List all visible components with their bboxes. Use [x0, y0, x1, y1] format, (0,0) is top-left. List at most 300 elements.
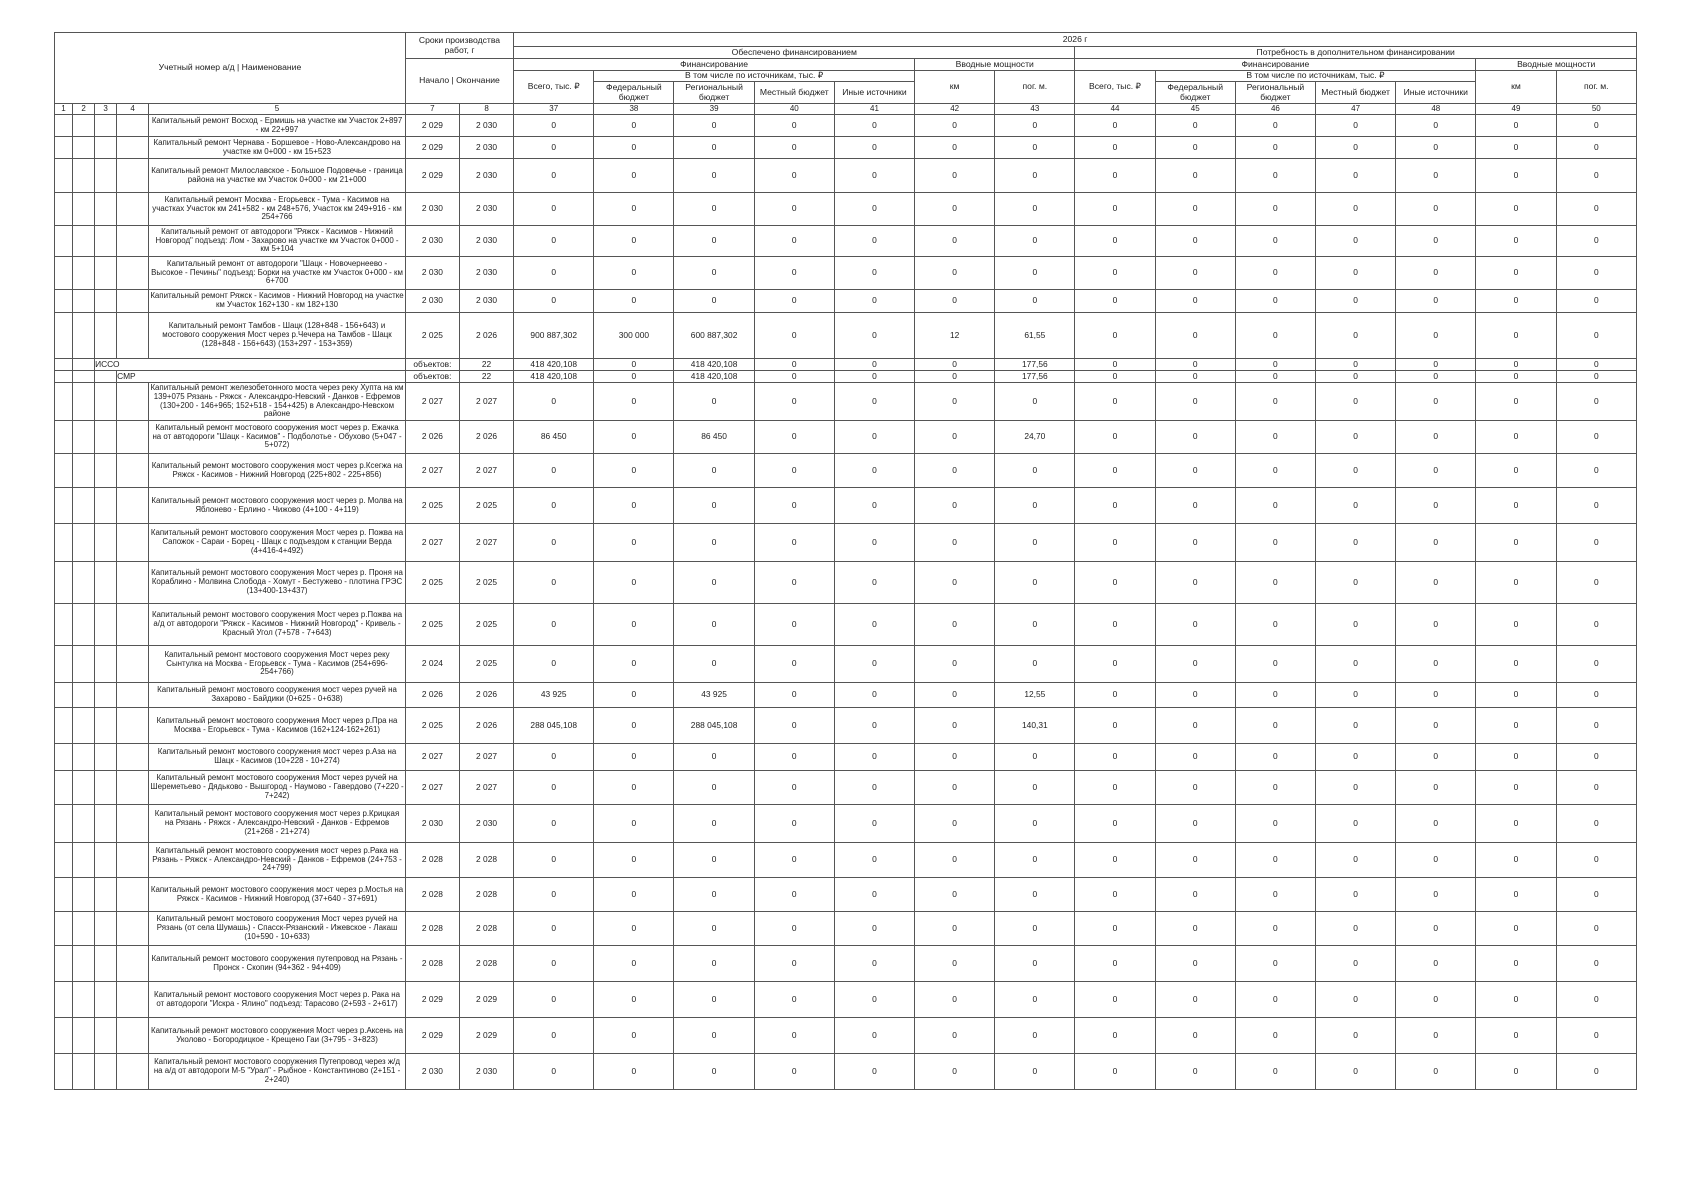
summary-value-cell: 418 420,108 — [674, 359, 754, 371]
summary-type: объектов: — [405, 371, 459, 383]
value-cell: 0 — [1476, 290, 1556, 313]
value-cell: 0 — [754, 383, 834, 421]
value-cell: 0 — [995, 488, 1075, 524]
summary-count: 22 — [459, 371, 513, 383]
index-cell — [73, 805, 95, 843]
value-cell: 140,31 — [995, 708, 1075, 744]
value-cell: 300 000 — [594, 313, 674, 359]
index-cell — [95, 226, 117, 257]
value-cell: 0 — [594, 946, 674, 982]
value-cell: 0 — [674, 982, 754, 1018]
value-cell: 0 — [1235, 946, 1315, 982]
value-cell: 0 — [594, 843, 674, 878]
value-cell: 0 — [1155, 604, 1235, 646]
value-cell: 0 — [514, 193, 594, 226]
value-cell: 0 — [1396, 454, 1476, 488]
index-cell — [55, 421, 73, 454]
index-cell — [117, 257, 149, 290]
index-cell — [73, 193, 95, 226]
value-cell: 0 — [834, 744, 914, 771]
value-cell: 0 — [915, 946, 995, 982]
value-cell: 0 — [1556, 193, 1636, 226]
index-cell — [117, 604, 149, 646]
table-row — [55, 683, 1637, 708]
value-cell: 0 — [674, 843, 754, 878]
start-year-cell: 2 030 — [405, 290, 459, 313]
index-cell — [55, 290, 73, 313]
end-year-cell: 2 029 — [459, 982, 513, 1018]
index-cell — [55, 159, 73, 193]
table-row — [55, 488, 1637, 524]
value-cell: 0 — [1235, 982, 1315, 1018]
index-cell — [73, 1018, 95, 1054]
value-cell: 0 — [1476, 1018, 1556, 1054]
index-cell — [55, 604, 73, 646]
value-cell: 0 — [1235, 805, 1315, 843]
value-cell: 0 — [995, 604, 1075, 646]
value-cell: 0 — [514, 878, 594, 912]
value-cell: 0 — [1075, 290, 1155, 313]
value-cell: 0 — [1396, 946, 1476, 982]
value-cell: 0 — [834, 488, 914, 524]
value-cell: 0 — [594, 115, 674, 137]
value-cell: 0 — [594, 1018, 674, 1054]
end-year-cell: 2 028 — [459, 878, 513, 912]
value-cell: 0 — [754, 524, 834, 562]
object-name-cell: Капитальный ремонт мостового сооружения Путепровод через ж/д на а/д от автодороги М-5 "Урал" - Рыбное - Константиново (2+151 - 2+240) — [149, 1054, 406, 1090]
object-name-cell: Капитальный ремонт мостового сооружения путепровод на Рязань - Пронск - Скопин (94+362 - 94+409) — [149, 946, 406, 982]
value-cell: 0 — [514, 454, 594, 488]
value-cell: 0 — [995, 383, 1075, 421]
summary-value-cell: 0 — [594, 371, 674, 383]
summary-type: объектов: — [405, 359, 459, 371]
value-cell: 0 — [754, 604, 834, 646]
value-cell: 0 — [1556, 137, 1636, 159]
start-year-cell: 2 025 — [405, 488, 459, 524]
value-cell: 0 — [1075, 982, 1155, 1018]
index-cell — [55, 226, 73, 257]
start-year-cell: 2 025 — [405, 313, 459, 359]
start-year-cell: 2 027 — [405, 383, 459, 421]
value-cell: 0 — [1075, 313, 1155, 359]
index-cell — [95, 257, 117, 290]
start-year-cell: 2 028 — [405, 946, 459, 982]
summary-value-cell: 177,56 — [995, 371, 1075, 383]
value-cell: 0 — [915, 257, 995, 290]
value-cell: 0 — [1556, 421, 1636, 454]
index-cell — [117, 290, 149, 313]
index-cell — [55, 771, 73, 805]
value-cell: 0 — [1396, 646, 1476, 683]
table-row — [55, 604, 1637, 646]
index-cell — [95, 137, 117, 159]
value-cell: 0 — [1075, 159, 1155, 193]
index-cell — [95, 771, 117, 805]
value-cell: 0 — [1315, 488, 1395, 524]
index-cell — [73, 1054, 95, 1090]
column-index-cell: 4 — [117, 104, 149, 115]
value-cell: 0 — [514, 1018, 594, 1054]
value-cell: 0 — [915, 843, 995, 878]
value-cell: 0 — [674, 159, 754, 193]
index-cell — [117, 646, 149, 683]
value-cell: 0 — [754, 290, 834, 313]
value-cell: 0 — [594, 383, 674, 421]
value-cell: 0 — [834, 421, 914, 454]
value-cell: 0 — [995, 912, 1075, 946]
value-cell: 0 — [1476, 524, 1556, 562]
value-cell: 0 — [1315, 982, 1395, 1018]
start-year-cell: 2 030 — [405, 193, 459, 226]
summary-value-cell: 0 — [915, 371, 995, 383]
header-other-need: Иные источники — [1396, 82, 1476, 104]
value-cell: 0 — [1476, 805, 1556, 843]
column-index-cell: 39 — [674, 104, 754, 115]
value-cell: 0 — [514, 912, 594, 946]
value-cell: 0 — [1075, 524, 1155, 562]
value-cell: 0 — [1315, 805, 1395, 843]
value-cell: 0 — [1476, 159, 1556, 193]
object-name-cell: Капитальный ремонт мостового сооружения мост через р. Ежачка на от автодороги "Шацк - Касимов" - Подболотье - Обухово (5+047 - 5+072) — [149, 421, 406, 454]
value-cell: 0 — [1476, 771, 1556, 805]
object-name-cell: Капитальный ремонт мостового сооружения Мост через реку Сынтулка на Москва - Егорьевск - Тума - Касимов (254+696-254+766) — [149, 646, 406, 683]
end-year-cell: 2 025 — [459, 646, 513, 683]
end-year-cell: 2 030 — [459, 193, 513, 226]
value-cell: 0 — [1476, 562, 1556, 604]
value-cell: 0 — [674, 878, 754, 912]
table-row — [55, 843, 1637, 878]
value-cell: 0 — [514, 562, 594, 604]
value-cell: 0 — [1556, 1018, 1636, 1054]
value-cell: 0 — [995, 878, 1075, 912]
index-cell — [73, 313, 95, 359]
header-financing-secured: Финансирование — [514, 59, 915, 71]
index-cell — [73, 257, 95, 290]
value-cell: 0 — [1396, 843, 1476, 878]
value-cell: 0 — [834, 454, 914, 488]
value-cell: 0 — [834, 524, 914, 562]
start-year-cell: 2 029 — [405, 159, 459, 193]
header-capacity-need: Вводные мощности — [1476, 59, 1637, 71]
value-cell: 0 — [1235, 313, 1315, 359]
value-cell: 0 — [1075, 805, 1155, 843]
object-name-cell: Капитальный ремонт мостового сооружения Мост через р.Аксень на Уколово - Богородицкое - Крещено Гаи (3+795 - 3+823) — [149, 1018, 406, 1054]
value-cell: 0 — [1396, 137, 1476, 159]
summary-row — [55, 359, 1637, 371]
index-cell — [117, 454, 149, 488]
value-cell: 0 — [594, 562, 674, 604]
value-cell: 0 — [674, 524, 754, 562]
value-cell: 0 — [1476, 421, 1556, 454]
value-cell: 0 — [834, 159, 914, 193]
value-cell: 0 — [1155, 137, 1235, 159]
column-index-cell: 41 — [834, 104, 914, 115]
value-cell: 0 — [1396, 878, 1476, 912]
column-index-cell: 43 — [995, 104, 1075, 115]
start-year-cell: 2 027 — [405, 771, 459, 805]
value-cell: 0 — [1556, 744, 1636, 771]
value-cell: 0 — [834, 646, 914, 683]
value-cell: 0 — [995, 1018, 1075, 1054]
value-cell: 0 — [1315, 912, 1395, 946]
table-row — [55, 562, 1637, 604]
value-cell: 0 — [995, 1054, 1075, 1090]
value-cell: 0 — [1396, 524, 1476, 562]
table-row — [55, 982, 1637, 1018]
value-cell: 0 — [915, 878, 995, 912]
value-cell: 0 — [1476, 744, 1556, 771]
value-cell: 0 — [1235, 708, 1315, 744]
summary-value-cell: 0 — [1556, 359, 1636, 371]
index-cell — [95, 454, 117, 488]
value-cell: 288 045,108 — [514, 708, 594, 744]
value-cell: 0 — [915, 982, 995, 1018]
value-cell: 0 — [1396, 193, 1476, 226]
value-cell: 0 — [594, 982, 674, 1018]
header-need: Потребность в дополнительном финансировании — [1075, 47, 1637, 59]
value-cell: 0 — [995, 946, 1075, 982]
value-cell: 0 — [514, 488, 594, 524]
value-cell: 0 — [915, 604, 995, 646]
header-total-secured: Всего, тыс. ₽ — [514, 71, 594, 104]
value-cell: 0 — [834, 383, 914, 421]
table-row — [55, 421, 1637, 454]
value-cell: 0 — [1556, 912, 1636, 946]
end-year-cell: 2 027 — [459, 524, 513, 562]
value-cell: 0 — [915, 137, 995, 159]
object-name-cell: Капитальный ремонт мостового сооружения мост через р.Крицкая на Рязань - Ряжск - Александро-Невский - Данков - Ефремов (21+268 - 21+274) — [149, 805, 406, 843]
value-cell: 0 — [1075, 912, 1155, 946]
index-cell — [95, 488, 117, 524]
value-cell: 0 — [1396, 708, 1476, 744]
value-cell: 0 — [1556, 843, 1636, 878]
object-name-cell: Капитальный ремонт Тамбов - Шацк (128+848 - 156+643) и мостового сооружения Мост через р.Чечера на Тамбов - Шацк (128+848 - 156+643) (153+297 - 153+359) — [149, 313, 406, 359]
end-year-cell: 2 030 — [459, 290, 513, 313]
column-index-cell: 45 — [1155, 104, 1235, 115]
header-federal-need: Федеральный бюджет — [1155, 82, 1235, 104]
value-cell: 0 — [1556, 646, 1636, 683]
value-cell: 0 — [754, 159, 834, 193]
column-index-cell: 47 — [1315, 104, 1395, 115]
start-year-cell: 2 030 — [405, 1054, 459, 1090]
index-cell — [73, 604, 95, 646]
value-cell: 0 — [1075, 1054, 1155, 1090]
column-index-cell: 42 — [915, 104, 995, 115]
value-cell: 0 — [995, 771, 1075, 805]
value-cell: 0 — [915, 159, 995, 193]
index-cell — [73, 226, 95, 257]
summary-value-cell: 418 420,108 — [674, 371, 754, 383]
index-cell — [95, 421, 117, 454]
value-cell: 0 — [754, 193, 834, 226]
value-cell: 0 — [1075, 454, 1155, 488]
start-year-cell: 2 028 — [405, 843, 459, 878]
index-cell — [95, 805, 117, 843]
index-cell — [95, 1054, 117, 1090]
value-cell: 0 — [514, 843, 594, 878]
value-cell: 0 — [1155, 982, 1235, 1018]
index-cell — [55, 646, 73, 683]
object-name-cell: Капитальный ремонт мостового сооружения Мост через р. Проня на Кораблино - Молвина Слобода - Хомут - Бестужево - плотина ГРЭС (13+400-13+437) — [149, 562, 406, 604]
index-cell — [73, 562, 95, 604]
summary-value-cell: 418 420,108 — [514, 359, 594, 371]
value-cell: 0 — [754, 878, 834, 912]
value-cell: 0 — [1075, 226, 1155, 257]
index-cell — [55, 371, 73, 383]
value-cell: 0 — [995, 454, 1075, 488]
index-cell — [117, 313, 149, 359]
index-cell — [73, 488, 95, 524]
value-cell: 0 — [754, 683, 834, 708]
value-cell: 0 — [514, 159, 594, 193]
header-terms-sub: Начало | Окончание — [405, 59, 513, 104]
value-cell: 0 — [1315, 708, 1395, 744]
start-year-cell: 2 029 — [405, 137, 459, 159]
value-cell: 0 — [1476, 137, 1556, 159]
value-cell: 0 — [674, 771, 754, 805]
index-cell — [117, 843, 149, 878]
value-cell: 0 — [754, 313, 834, 359]
value-cell: 0 — [1075, 708, 1155, 744]
summary-value-cell: 0 — [1556, 371, 1636, 383]
object-name-cell: Капитальный ремонт от автодороги "Шацк - Новочернеево - Высокое - Печины" подъезд: Борки на участке км Участок 0+000 - км 6+700 — [149, 257, 406, 290]
index-cell — [117, 421, 149, 454]
value-cell: 0 — [1075, 488, 1155, 524]
index-cell — [117, 683, 149, 708]
value-cell: 0 — [674, 454, 754, 488]
value-cell: 0 — [754, 982, 834, 1018]
object-name-cell: Капитальный ремонт от автодороги "Ряжск - Касимов - Нижний Новгород" подъезд: Лом - Захарово на участке км Участок 0+000 - км 5+104 — [149, 226, 406, 257]
index-cell — [95, 604, 117, 646]
value-cell: 0 — [1155, 159, 1235, 193]
value-cell: 0 — [1075, 257, 1155, 290]
value-cell: 0 — [915, 383, 995, 421]
value-cell: 0 — [594, 805, 674, 843]
value-cell: 0 — [1235, 159, 1315, 193]
value-cell: 0 — [1155, 488, 1235, 524]
value-cell: 0 — [1155, 878, 1235, 912]
table-row — [55, 313, 1637, 359]
value-cell: 0 — [1315, 843, 1395, 878]
end-year-cell: 2 030 — [459, 137, 513, 159]
index-cell — [55, 946, 73, 982]
summary-value-cell: 0 — [1396, 359, 1476, 371]
value-cell: 0 — [514, 290, 594, 313]
index-cell — [55, 524, 73, 562]
value-cell: 0 — [514, 982, 594, 1018]
value-cell: 0 — [1315, 421, 1395, 454]
index-cell — [73, 946, 95, 982]
summary-value-cell: 0 — [594, 359, 674, 371]
column-index-cell: 50 — [1556, 104, 1636, 115]
start-year-cell: 2 029 — [405, 1018, 459, 1054]
end-year-cell: 2 026 — [459, 313, 513, 359]
end-year-cell: 2 030 — [459, 226, 513, 257]
value-cell: 0 — [1315, 646, 1395, 683]
start-year-cell: 2 028 — [405, 912, 459, 946]
index-cell — [55, 488, 73, 524]
value-cell: 0 — [674, 912, 754, 946]
table-row — [55, 159, 1637, 193]
index-cell — [95, 1018, 117, 1054]
index-cell — [73, 646, 95, 683]
table-row — [55, 771, 1637, 805]
end-year-cell: 2 030 — [459, 1054, 513, 1090]
value-cell: 0 — [514, 744, 594, 771]
value-cell: 0 — [995, 137, 1075, 159]
value-cell: 0 — [594, 488, 674, 524]
header-km-need: км — [1476, 71, 1556, 104]
value-cell: 0 — [594, 708, 674, 744]
index-cell — [117, 383, 149, 421]
value-cell: 0 — [1396, 226, 1476, 257]
summary-value-cell: 0 — [1155, 359, 1235, 371]
end-year-cell: 2 025 — [459, 488, 513, 524]
value-cell: 0 — [834, 771, 914, 805]
value-cell: 0 — [1235, 193, 1315, 226]
value-cell: 0 — [514, 1054, 594, 1090]
index-cell — [55, 708, 73, 744]
value-cell: 0 — [915, 454, 995, 488]
value-cell: 0 — [1155, 226, 1235, 257]
index-cell — [73, 159, 95, 193]
value-cell: 0 — [834, 1054, 914, 1090]
value-cell: 0 — [915, 1054, 995, 1090]
value-cell: 0 — [915, 683, 995, 708]
value-cell: 0 — [1396, 771, 1476, 805]
financing-table — [54, 32, 1637, 1090]
value-cell: 0 — [594, 744, 674, 771]
index-cell — [95, 912, 117, 946]
value-cell: 0 — [834, 290, 914, 313]
end-year-cell: 2 026 — [459, 708, 513, 744]
column-index-cell: 46 — [1235, 104, 1315, 115]
value-cell: 0 — [594, 193, 674, 226]
value-cell: 0 — [674, 1018, 754, 1054]
table-row — [55, 1018, 1637, 1054]
object-name-cell: Капитальный ремонт мостового сооружения мост через р. Молва на Яблонево - Ерлино - Чижово (4+100 - 4+119) — [149, 488, 406, 524]
value-cell: 0 — [1396, 562, 1476, 604]
value-cell: 0 — [1476, 946, 1556, 982]
index-cell — [55, 562, 73, 604]
value-cell: 0 — [1235, 290, 1315, 313]
column-index-cell: 49 — [1476, 104, 1556, 115]
value-cell: 0 — [1315, 1054, 1395, 1090]
value-cell: 61,55 — [995, 313, 1075, 359]
object-name-cell: Капитальный ремонт Москва - Егорьевск - Тума - Касимов на участках Участок км 241+582 - км 248+576, Участок км 249+916 - км 254+766 — [149, 193, 406, 226]
value-cell: 0 — [1155, 912, 1235, 946]
index-cell — [117, 946, 149, 982]
value-cell: 0 — [754, 257, 834, 290]
value-cell: 0 — [1396, 912, 1476, 946]
value-cell: 0 — [1556, 708, 1636, 744]
header-federal-secured: Федеральный бюджет — [594, 82, 674, 104]
value-cell: 0 — [834, 912, 914, 946]
value-cell: 0 — [1556, 257, 1636, 290]
value-cell: 0 — [1476, 878, 1556, 912]
value-cell: 0 — [834, 683, 914, 708]
index-cell — [117, 744, 149, 771]
value-cell: 0 — [995, 290, 1075, 313]
value-cell: 24,70 — [995, 421, 1075, 454]
index-cell — [73, 454, 95, 488]
index-cell — [73, 982, 95, 1018]
index-cell — [55, 683, 73, 708]
table-row — [55, 226, 1637, 257]
index-cell — [117, 488, 149, 524]
value-cell: 0 — [1556, 683, 1636, 708]
index-cell — [55, 257, 73, 290]
